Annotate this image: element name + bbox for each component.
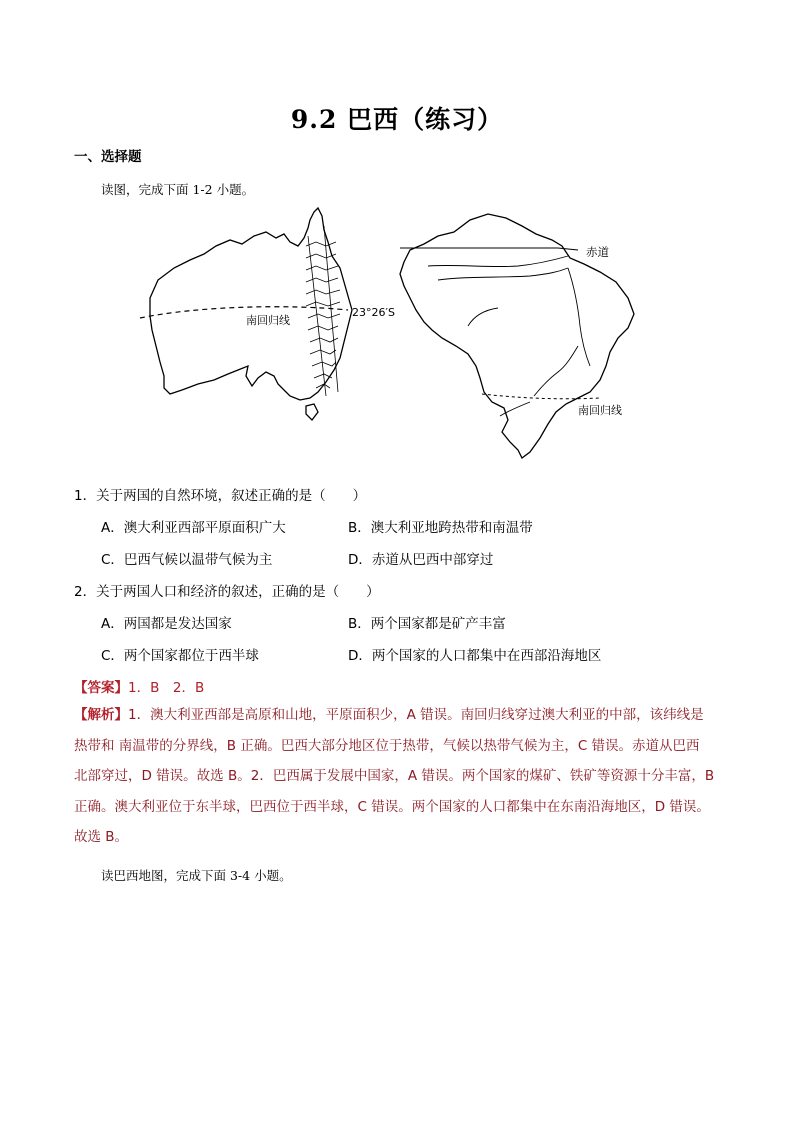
explanation-tag: 【解析】 bbox=[74, 707, 128, 723]
australia-tropic-label: 南回归线 bbox=[246, 314, 290, 327]
intro-text-1: 读图，完成下面 1-2 小题。 bbox=[101, 182, 255, 197]
answer-tag: 【答案】 bbox=[74, 680, 128, 696]
explanation-line-1: 1．澳大利亚西部是高原和山地，平原面积少，A 错误。南回归线穿过澳大利亚的中部，该纬线是 bbox=[128, 707, 704, 723]
q1-option-a: A．澳大利亚西部平原面积广大 bbox=[101, 520, 286, 536]
q2-option-a: A．两国都是发达国家 bbox=[101, 616, 232, 632]
question-2-stem: 2．关于两国人口和经济的叙述，正确的是（ ） bbox=[74, 584, 380, 600]
q2-option-d: D．两个国家的人口都集中在西部沿海地区 bbox=[348, 648, 602, 664]
brazil-rivers bbox=[428, 256, 590, 416]
brazil-tropic-label: 南回归线 bbox=[578, 404, 622, 417]
explanation-line-4: 正确。澳大利亚位于东半球，巴西位于西半球，C 错误。两个国家的人口都集中在东南沿海地区，D 错误。 bbox=[74, 798, 710, 815]
q2-option-c: C．两个国家都位于西半球 bbox=[101, 648, 259, 664]
brazil-equator-label: 赤道 bbox=[586, 245, 609, 259]
explanation-line-2: 热带和 南温带的分界线，B 正确。巴西大部分地区位于热带，气候以热带气候为主，C 错误。赤道从巴西 bbox=[74, 737, 700, 754]
intro-text-2: 读巴西地图，完成下面 3-4 小题。 bbox=[101, 868, 292, 883]
australia-latitude-label: 23°26′S bbox=[352, 306, 395, 319]
great-dividing-range-hatch bbox=[306, 226, 340, 396]
answer-line bbox=[74, 676, 204, 696]
explanation-block bbox=[74, 700, 738, 853]
explanation-line-3: 北部穿过，D 错误。故选 B。2．巴西属于发展中国家，A 错误。两个国家的煤矿、铁矿等资源十分丰富，B bbox=[74, 768, 715, 784]
answer-text: 1．B 2．B bbox=[128, 680, 205, 696]
q1-option-b: B．澳大利亚地跨热带和南温带 bbox=[348, 520, 533, 536]
q1-option-d: D．赤道从巴西中部穿过 bbox=[348, 552, 494, 568]
page-title: 9.2 巴西（练习） bbox=[290, 105, 504, 134]
q2-option-b: B．两个国家都是矿产丰富 bbox=[348, 616, 506, 632]
explanation-line-5: 故选 B。 bbox=[74, 829, 129, 845]
question-1-stem: 1．关于两国的自然环境，叙述正确的是（ ） bbox=[74, 488, 367, 504]
q1-option-c: C．巴西气候以温带气候为主 bbox=[101, 552, 273, 568]
map-figure bbox=[138, 206, 658, 466]
section-heading: 一、选择题 bbox=[74, 149, 142, 165]
